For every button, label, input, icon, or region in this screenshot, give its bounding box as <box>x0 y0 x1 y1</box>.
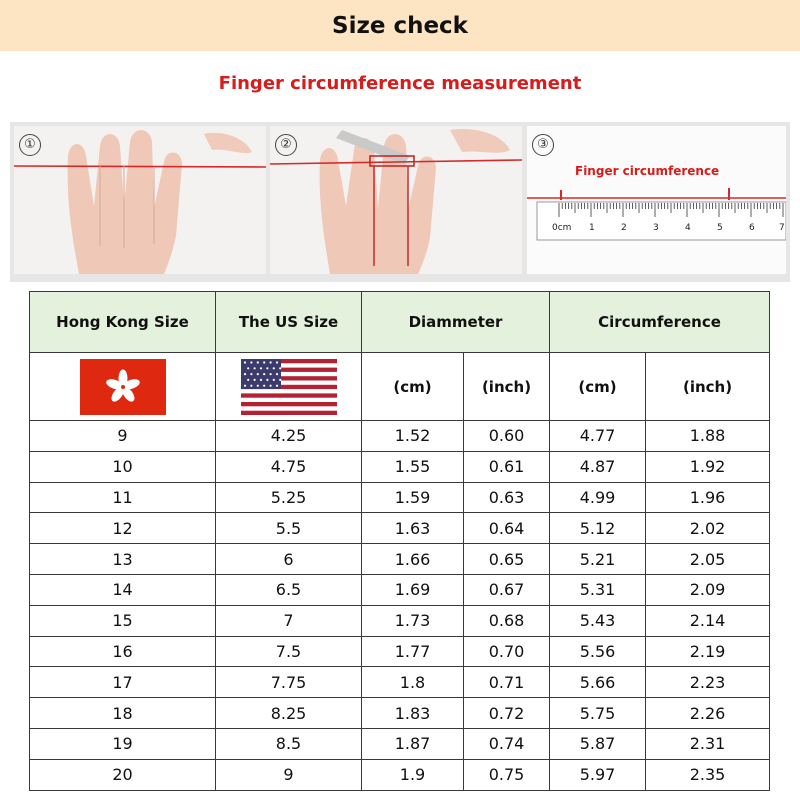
us-flag-cell <box>216 353 362 421</box>
unit-circumference-cm: (cm) <box>550 353 646 421</box>
ruler-illustration <box>527 126 786 274</box>
circumference-cm-cell: 5.75 <box>550 698 646 729</box>
table-row <box>30 728 770 759</box>
hong-kong-flag-icon <box>80 359 166 415</box>
circumference-cm-cell: 5.87 <box>550 728 646 759</box>
us-size-cell: 4.25 <box>216 421 362 452</box>
table-row <box>30 513 770 544</box>
diameter-inch-cell: 0.74 <box>464 728 550 759</box>
ruler-mark: 1 <box>589 223 595 233</box>
diameter-inch-cell: 0.75 <box>464 759 550 790</box>
us-size-cell: 5.25 <box>216 482 362 513</box>
us-size-cell: 5.5 <box>216 513 362 544</box>
header-diameter: Diammeter <box>362 292 550 353</box>
table-row <box>30 698 770 729</box>
table-row <box>30 451 770 482</box>
circumference-inch-cell: 1.88 <box>646 421 770 452</box>
diameter-inch-cell: 0.64 <box>464 513 550 544</box>
page-subtitle: Finger circumference measurement <box>218 73 582 94</box>
circumference-inch-cell: 2.23 <box>646 667 770 698</box>
ruler-mark: 4 <box>685 223 691 233</box>
us-size-cell: 7 <box>216 605 362 636</box>
circumference-cm-cell: 5.56 <box>550 636 646 667</box>
us-size-cell: 6.5 <box>216 574 362 605</box>
hk-size-cell: 20 <box>30 759 216 790</box>
circumference-cm-cell: 5.12 <box>550 513 646 544</box>
us-flag-icon <box>241 359 337 415</box>
hk-size-cell: 15 <box>30 605 216 636</box>
diameter-inch-cell: 0.68 <box>464 605 550 636</box>
diameter-cm-cell: 1.55 <box>362 451 464 482</box>
table-header-row <box>30 292 770 353</box>
diameter-inch-cell: 0.72 <box>464 698 550 729</box>
table-row <box>30 605 770 636</box>
ruler-mark: 3 <box>653 223 659 233</box>
hand-marking-illustration <box>270 126 522 274</box>
banner-title: Size check <box>332 12 468 39</box>
ruler-scale <box>527 223 786 237</box>
circumference-inch-cell: 2.31 <box>646 728 770 759</box>
unit-diameter-inch: (inch) <box>464 353 550 421</box>
ruler-mark: 5 <box>717 223 723 233</box>
diameter-cm-cell: 1.73 <box>362 605 464 636</box>
step-3-number: ③ <box>532 134 554 156</box>
circumference-inch-cell: 1.96 <box>646 482 770 513</box>
diameter-cm-cell: 1.63 <box>362 513 464 544</box>
unit-diameter-cm: (cm) <box>362 353 464 421</box>
circumference-cm-cell: 5.66 <box>550 667 646 698</box>
hand-thread-illustration <box>14 126 266 274</box>
unit-circumference-inch: (inch) <box>646 353 770 421</box>
diameter-cm-cell: 1.66 <box>362 544 464 575</box>
circumference-cm-cell: 5.43 <box>550 605 646 636</box>
ruler-mark: 2 <box>621 223 627 233</box>
circumference-cm-cell: 5.31 <box>550 574 646 605</box>
ruler-mark: 6 <box>749 223 755 233</box>
us-size-cell: 9 <box>216 759 362 790</box>
diameter-cm-cell: 1.83 <box>362 698 464 729</box>
hk-size-cell: 11 <box>30 482 216 513</box>
diameter-cm-cell: 1.87 <box>362 728 464 759</box>
hk-size-cell: 9 <box>30 421 216 452</box>
top-banner <box>0 0 800 51</box>
diameter-cm-cell: 1.52 <box>362 421 464 452</box>
table-row <box>30 636 770 667</box>
hk-size-cell: 12 <box>30 513 216 544</box>
us-size-cell: 8.5 <box>216 728 362 759</box>
step-1-number: ① <box>19 134 41 156</box>
table-row <box>30 482 770 513</box>
us-size-cell: 4.75 <box>216 451 362 482</box>
measurement-steps <box>10 122 790 282</box>
diameter-inch-cell: 0.65 <box>464 544 550 575</box>
circumference-inch-cell: 2.35 <box>646 759 770 790</box>
us-size-cell: 7.5 <box>216 636 362 667</box>
us-size-cell: 8.25 <box>216 698 362 729</box>
diameter-cm-cell: 1.9 <box>362 759 464 790</box>
diameter-inch-cell: 0.60 <box>464 421 550 452</box>
circumference-cm-cell: 4.87 <box>550 451 646 482</box>
diameter-cm-cell: 1.59 <box>362 482 464 513</box>
diameter-inch-cell: 0.61 <box>464 451 550 482</box>
circumference-inch-cell: 1.92 <box>646 451 770 482</box>
circumference-cm-cell: 5.97 <box>550 759 646 790</box>
diameter-cm-cell: 1.8 <box>362 667 464 698</box>
step-2-number: ② <box>275 134 297 156</box>
step-3-panel <box>527 126 786 274</box>
diameter-cm-cell: 1.69 <box>362 574 464 605</box>
diameter-inch-cell: 0.71 <box>464 667 550 698</box>
circumference-inch-cell: 2.19 <box>646 636 770 667</box>
table-row <box>30 667 770 698</box>
circumference-inch-cell: 2.05 <box>646 544 770 575</box>
circumference-inch-cell: 2.26 <box>646 698 770 729</box>
table-row <box>30 574 770 605</box>
diameter-inch-cell: 0.70 <box>464 636 550 667</box>
table-row <box>30 759 770 790</box>
ring-size-table <box>29 291 770 791</box>
hk-size-cell: 13 <box>30 544 216 575</box>
circumference-cm-cell: 4.99 <box>550 482 646 513</box>
circumference-inch-cell: 2.09 <box>646 574 770 605</box>
circumference-inch-cell: 2.14 <box>646 605 770 636</box>
finger-circumference-label: Finger circumference <box>575 164 720 178</box>
hk-size-cell: 16 <box>30 636 216 667</box>
circumference-cm-cell: 5.21 <box>550 544 646 575</box>
diameter-cm-cell: 1.77 <box>362 636 464 667</box>
us-size-cell: 6 <box>216 544 362 575</box>
hk-size-cell: 10 <box>30 451 216 482</box>
diameter-inch-cell: 0.67 <box>464 574 550 605</box>
circumference-inch-cell: 2.02 <box>646 513 770 544</box>
diameter-inch-cell: 0.63 <box>464 482 550 513</box>
header-us-size: The US Size <box>216 292 362 353</box>
ruler-mark: 7 <box>779 223 785 233</box>
header-hk-size: Hong Kong Size <box>30 292 216 353</box>
table-row <box>30 544 770 575</box>
table-flag-unit-row <box>30 353 770 421</box>
step-1-panel <box>14 126 266 274</box>
us-size-cell: 7.75 <box>216 667 362 698</box>
hk-size-cell: 18 <box>30 698 216 729</box>
table-row <box>30 421 770 452</box>
hk-size-cell: 14 <box>30 574 216 605</box>
ruler-zero-label: 0cm <box>552 223 572 233</box>
hk-size-cell: 19 <box>30 728 216 759</box>
hk-size-cell: 17 <box>30 667 216 698</box>
step-2-panel <box>270 126 522 274</box>
circumference-cm-cell: 4.77 <box>550 421 646 452</box>
hk-flag-cell <box>30 353 216 421</box>
header-circumference: Circumference <box>550 292 770 353</box>
